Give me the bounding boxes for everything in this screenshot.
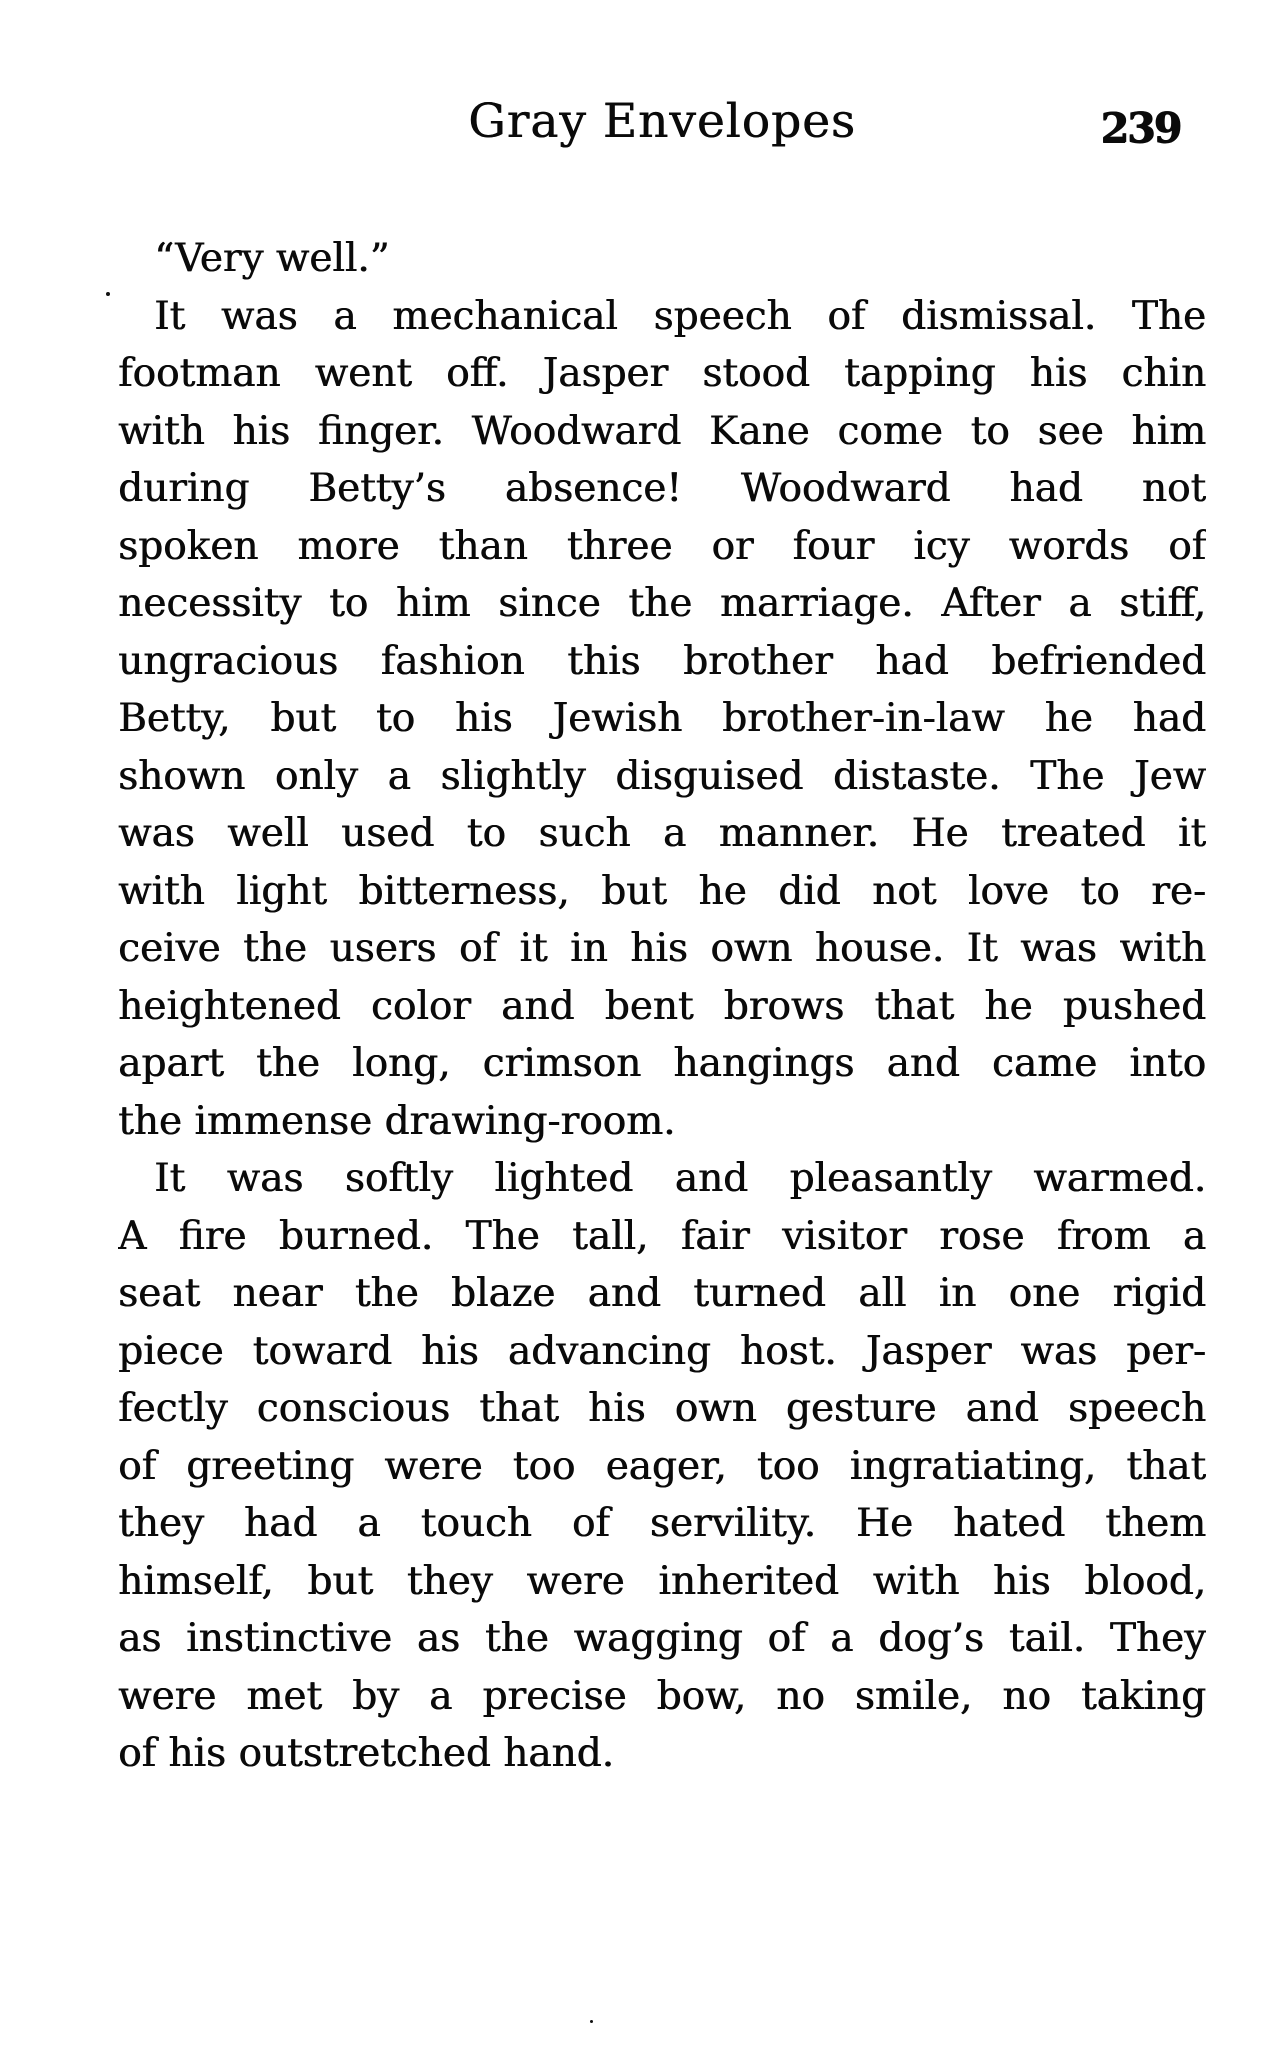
text-line: was well used to such a manner. He treated it: [118, 811, 1206, 856]
text-line: of his outstretched hand.: [118, 1731, 614, 1776]
text-line: spoken more than three or four icy words of: [118, 523, 1206, 569]
text-line: piece toward his advancing host. Jasper was per-: [118, 1328, 1206, 1374]
text-line: they had a touch of servility. He hated them: [118, 1501, 1206, 1546]
paragraph: [118, 1150, 1206, 1783]
text-line: himself, but they were inherited with his blood,: [118, 1558, 1206, 1604]
running-title: Gray Envelopes: [468, 94, 856, 149]
text-line: of greeting were too eager, too ingratiating, that: [118, 1443, 1206, 1489]
text-line: It was a mechanical speech of dismissal. The: [154, 293, 1206, 339]
text-line: with his finger. Woodward Kane come to see him: [118, 408, 1206, 454]
text-line: A fire burned. The tall, fair visitor rose from a: [118, 1213, 1206, 1259]
text-line: Betty, but to his Jewish brother-in-law he had: [118, 696, 1206, 741]
body-text: [118, 230, 1206, 1783]
ink-speck: [590, 2020, 593, 2023]
text-line: with light bitterness, but he did not love to re-: [118, 868, 1206, 914]
ink-speck: [106, 292, 110, 296]
text-line: were met by a precise bow, no smile, no taking: [118, 1673, 1206, 1719]
text-line: apart the long, crimson hangings and came into: [118, 1041, 1206, 1086]
text-line: “Very well.”: [154, 236, 390, 281]
paragraph: [118, 230, 1206, 288]
page-header: [118, 92, 1206, 158]
text-line: during Betty’s absence! Woodward had not: [118, 466, 1206, 511]
page-number: 239: [1100, 104, 1180, 152]
text-line: heightened color and bent brows that he pushed: [118, 983, 1206, 1029]
text-line: ungracious fashion this brother had befriended: [118, 638, 1206, 684]
text-line: ceive the users of it in his own house. It was with: [118, 926, 1206, 971]
paragraph: [118, 288, 1206, 1151]
text-line: It was softly lighted and pleasantly warmed.: [154, 1156, 1206, 1201]
text-line: necessity to him since the marriage. After a stiff,: [118, 581, 1206, 626]
text-line: as instinctive as the wagging of a dog’s tail. They: [118, 1616, 1206, 1661]
text-line: fectly conscious that his own gesture and speech: [118, 1386, 1206, 1431]
text-line: seat near the blaze and turned all in one rigid: [118, 1271, 1206, 1316]
text-line: footman went off. Jasper stood tapping his chin: [118, 351, 1206, 396]
text-line: shown only a slightly disguised distaste. The Jew: [118, 753, 1206, 799]
text-line: the immense drawing-room.: [118, 1098, 676, 1144]
